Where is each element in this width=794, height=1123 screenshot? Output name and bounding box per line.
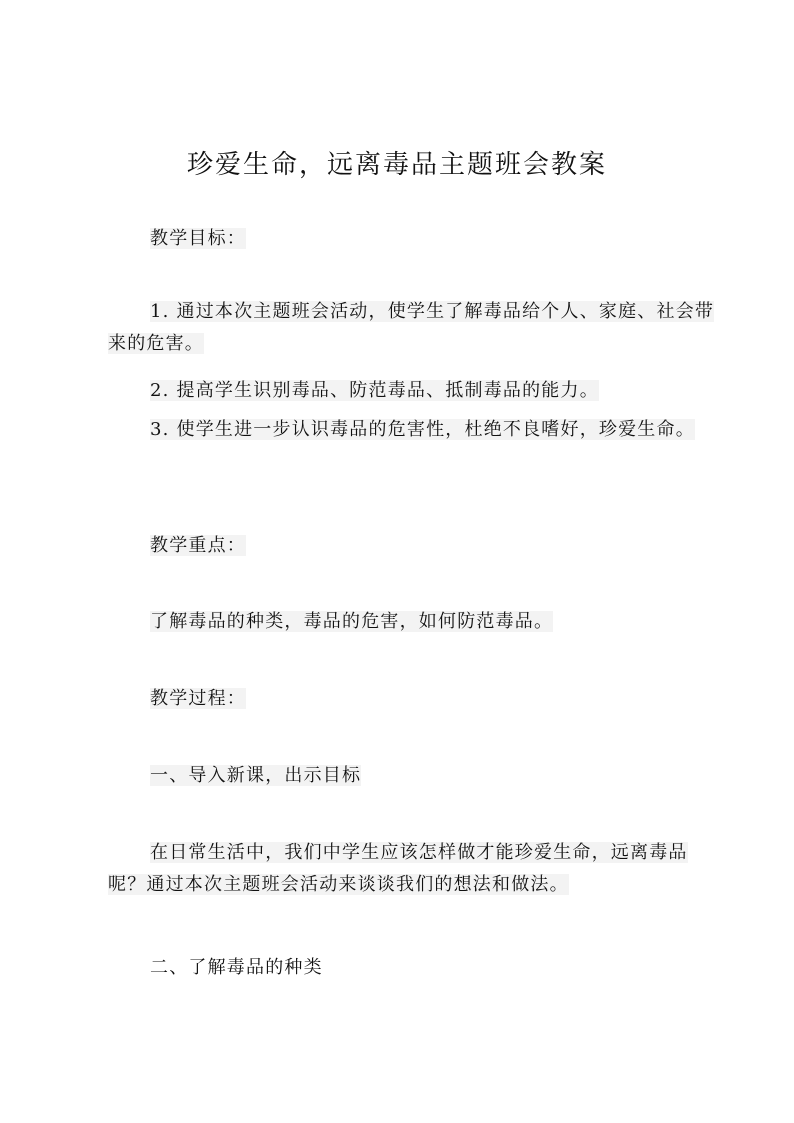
section2-heading-text: 二、了解毒品的种类 bbox=[150, 957, 323, 978]
objective-item-1-text: 1. 通过本次主题班会活动，使学生了解毒品给个人、家庭、社会带来的危害。 bbox=[108, 301, 715, 354]
section1-heading bbox=[108, 760, 718, 792]
objective-item-2 bbox=[108, 375, 718, 407]
objective-item-2-text: 2. 提高学生识别毒品、防范毒品、抵制毒品的能力。 bbox=[150, 380, 599, 401]
objective-item-3-text: 3. 使学生进一步认识毒品的危害性，杜绝不良嗜好，珍爱生命。 bbox=[150, 419, 695, 440]
key-points-paragraph bbox=[108, 606, 718, 638]
key-points-heading-text: 教学重点： bbox=[150, 535, 246, 556]
objective-item-3 bbox=[108, 414, 718, 446]
key-points-heading bbox=[108, 530, 718, 562]
objectives-heading bbox=[108, 223, 718, 255]
objective-item-1 bbox=[108, 296, 718, 360]
process-heading bbox=[108, 683, 718, 715]
objectives-heading-text: 教学目标： bbox=[150, 228, 246, 249]
section2-heading bbox=[108, 952, 718, 984]
key-points-text: 了解毒品的种类，毒品的危害，如何防范毒品。 bbox=[150, 611, 554, 632]
document-title: 珍爱生命，远离毒品主题班会教案 bbox=[186, 150, 607, 180]
section1-heading-text: 一、导入新课，出示目标 bbox=[150, 765, 362, 786]
process-heading-text: 教学过程： bbox=[150, 688, 246, 709]
section1-text: 在日常生活中，我们中学生应该怎样做才能珍爱生命，远离毒品呢？通过本次主题班会活动来谈谈我们的想法和做法。 bbox=[108, 842, 688, 895]
section1-paragraph bbox=[108, 837, 718, 901]
